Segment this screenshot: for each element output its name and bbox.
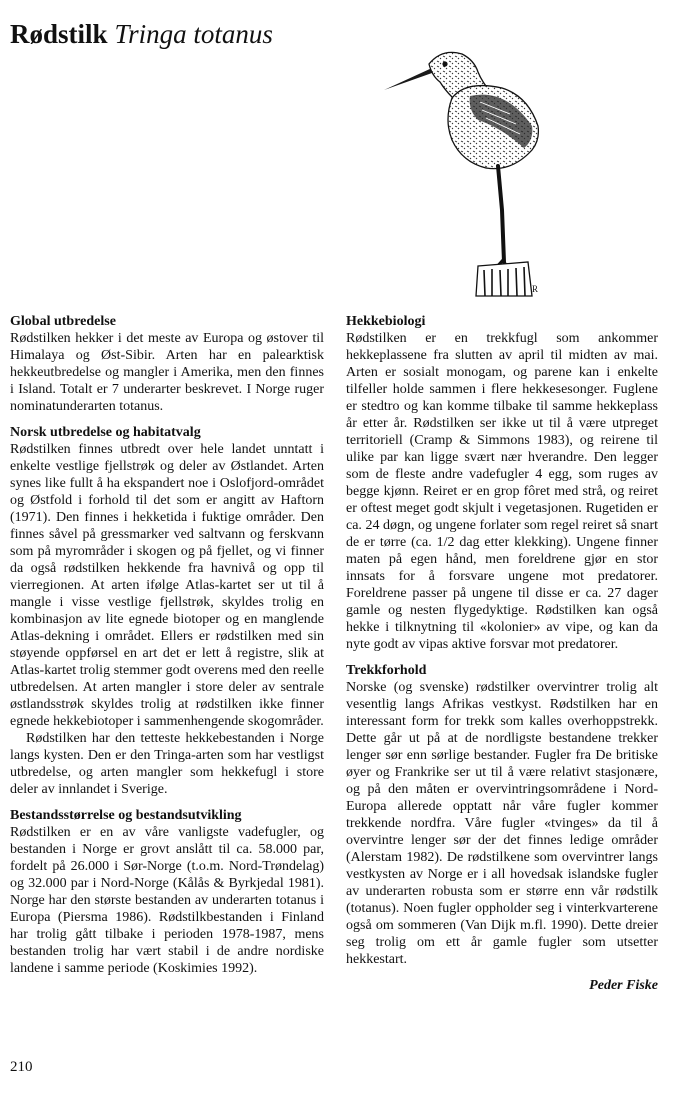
section-norwegian-distribution	[10, 424, 324, 798]
left-column	[10, 313, 324, 986]
section-paragraph: Rødstilken finnes utbredt over hele landet unntatt i enkelte vestlige fjellstrøk og deler av Østlandet. Arten synes like fullt å ha ekspandert noe i Oslofjord-området og Østfold i forhold til det som er angitt av Haftorn (1971). Den finnes i hekketida i fuktige områder. Den finnes såvel på gressmarker ved saltvann og ferskvann som på myrområder i skogen og på fjellet, og vi finner da også rødstilken hekkende fra havnivå og opp til vierregionen. At arten ifølge Atlas-kartet ser ut til å mangle i visse vestlige fjellstrøk, skyldes trolig en kombinasjon av lite egnede biotoper og en manglende Atlas-dekning i området. Ellers er rødstilken med sin støyende oppførsel en art det er lett å registre, slik at Atlas-kartet trolig stemmer godt overens med den reelle utbredelsen. At arten mangler i store deler av sentrale østlandsstrøk skyldes trolig at rødstilken ikke finner egnede hekkebiotoper i sammenhengende skogområder.	[10, 442, 324, 729]
section-paragraph: Rødstilken hekker i det meste av Europa og østover til Himalaya og Øst-Sibir. Arten har en palearktisk hekkeutbredelse og mangler i Amerika, men den finnes i Island. Totalt er 7 underarter beskrevet. I Norge ruger nominatunderarten totanus.	[10, 331, 324, 414]
section-heading: Trekkforhold	[346, 663, 427, 678]
artist-signature: R	[532, 284, 539, 294]
species-latin-name: Tringa totanus	[114, 19, 273, 49]
page-title	[10, 18, 273, 50]
section-paragraph: Rødstilken er en trekkfugl som ankommer hekkeplassene fra slutten av april til midten av mai. Arten er sosialt monogam, og parene kan i enkelte tilfeller holde sammen i flere hekkesesonger. Fuglene er stedtro og kan komme tilbake til samme hekkeplass år etter år. Rødstilken ser ikke ut til å være utpreget territoriell (Cramp & Simmons 1983), og reirene til ulike par kan ligge svært nær hverandre. Den legger som de fleste andre vadefugler 4 egg, som ruges av begge kjønn. Reiret er en grop fôret med strå, og reiret er oftest meget godt skjult i vegetasjonen. Rugetiden er ca. 24 døgn, og ungene forlater som regel reiret så snart de er tørre (ca. 1/2 dag etter klekking). Ungene finner maten på egen hånd, men foreldrene gjør en stor innsats for å forsvare ungene mot predatorer. Foreldrene passer på ungene til disse er ca. 27 dager gamle og nesten flygedyktige. Rødstilken kan også hekke i tilknytning til «kolonier» av vipe, og kan da nyte godt av vipas aktive forsvar mot predatorer.	[346, 331, 658, 652]
section-paragraph: Rødstilken har den tetteste hekkebestanden i Norge langs kysten. Den er den Tringa-arten som har vestligst utbredelse, og arten mangler som hekkefugl i store deler av innlandet i Sverige.	[10, 731, 324, 797]
section-breeding-biology	[346, 313, 658, 653]
author-signature: Peder Fiske	[589, 978, 658, 993]
section-heading: Bestandsstørrelse og bestandsutvikling	[10, 808, 242, 823]
section-global-distribution	[10, 313, 324, 415]
section-paragraph: Rødstilken er en av våre vanligste vadefugler, og bestanden i Norge er grovt anslått til ca. 58.000 par, fordelt på 26.000 i Sør-Norge (t.o.m. Nord-Trøndelag) og 32.000 par i Nord-Norge (Kålås & Byrkjedal 1981). Norge har den største bestanden av underarten totanus i Europa (Piersma 1986). Rødstilkbestanden i Finland har trolig gått tilbake i perioden 1978-1987, mens bestanden trolig har vært stabil i de andre nordiske landene i samme periode (Koskimies 1992).	[10, 825, 324, 976]
section-heading: Hekkebiologi	[346, 314, 426, 329]
species-common-name: Rødstilk	[10, 19, 108, 49]
redshank-illustration	[382, 40, 542, 298]
section-population	[10, 807, 324, 977]
section-migration	[346, 662, 658, 968]
section-heading: Global utbredelse	[10, 314, 116, 329]
right-column	[346, 313, 658, 994]
section-paragraph: Norske (og svenske) rødstilker overvintrer trolig alt vesentlig langs Afrikas vestkyst. Rødstilken har en interessant form for trekk som kalles overhoppstrekk. Dette går ut på at de nordligste bestandene trekker lenger sør enn sørlige bestander. Fugler fra De britiske øyer og Frankrike ser ut til å være relativt stasjonære, og på den måten er overvintringsområdene i Nord-Europa allerede opptatt når våre fugler kommer trekkende nordfra. Våre fugler «tvinges» da til å overvintre lenger sør der det finnes ledige områder (Alerstam 1982). De rødstilkene som overvintrer langs vestkysten av Norge er i all hovedsak islandske fugler av underarten robusta som er større enn vår rødstilk (totanus). Noen fugler oppholder seg i vinterkvarterene også om sommeren (Van Dijk m.fl. 1990). Dette dreier seg trolig om ett år gamle fugler som utsetter hekkestart.	[346, 680, 658, 967]
section-heading: Norsk utbredelse og habitatvalg	[10, 425, 201, 440]
page-number: 210	[10, 1059, 33, 1075]
